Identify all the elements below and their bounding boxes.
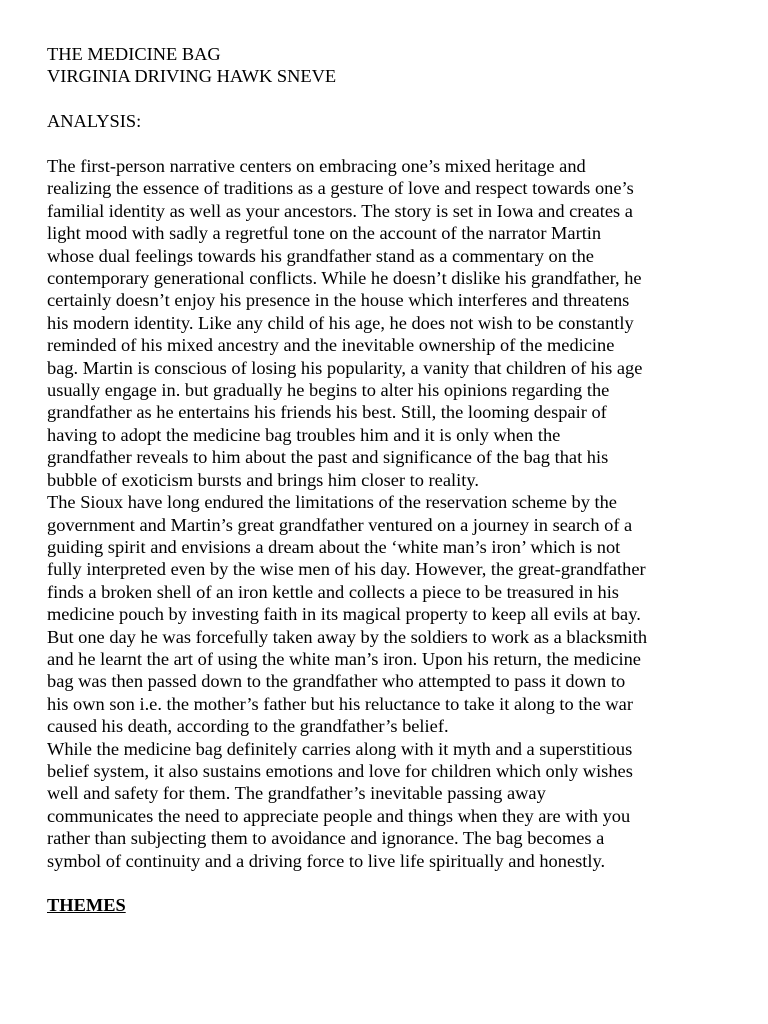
themes-heading: THEMES [47, 895, 126, 916]
paragraph-line: familial identity as well as your ancestors. The story is set in Iowa and creates a [47, 200, 633, 221]
paragraph-line: bag was then passed down to the grandfather who attempted to pass it down to [47, 671, 626, 692]
paragraph-line: bag. Martin is conscious of losing his popularity, a vanity that children of his age [47, 357, 643, 378]
paragraph-line: contemporary generational conflicts. While he doesn’t dislike his grandfather, he [47, 268, 642, 289]
spacer [47, 872, 727, 894]
paragraph-line: fully interpreted even by the wise men of his day. However, the great-grandfather [47, 559, 646, 580]
analysis-paragraph-2 [47, 491, 727, 737]
paragraph-line: finds a broken shell of an iron kettle and collects a piece to be treasured in his [47, 581, 619, 602]
paragraph-line: While the medicine bag definitely carries along with it myth and a superstitious [47, 738, 633, 759]
paragraph-line: light mood with sadly a regretful tone on the account of the narrator Martin [47, 223, 602, 244]
paragraph-line: symbol of continuity and a driving force to live life spiritually and honestly. [47, 850, 606, 871]
paragraph-line: But one day he was forcefully taken away by the soldiers to work as a blacksmith [47, 626, 648, 647]
paragraph-line: bubble of exoticism bursts and brings him closer to reality. [47, 469, 479, 490]
paragraph-line: certainly doesn’t enjoy his presence in the house which interferes and threatens [47, 290, 630, 311]
paragraph-line: medicine pouch by investing faith in its magical property to keep all evils at bay. [47, 604, 641, 625]
paragraph-line: well and safety for them. The grandfather’s inevitable passing away [47, 783, 546, 804]
document-title: THE MEDICINE BAG [47, 44, 221, 64]
document-page [47, 43, 727, 917]
paragraph-line: whose dual feelings towards his grandfather stand as a commentary on the [47, 245, 594, 266]
paragraph-line: grandfather as he entertains his friends his best. Still, the looming despair of [47, 402, 607, 423]
paragraph-line: belief system, it also sustains emotions and love for children which only wishes [47, 760, 633, 781]
paragraph-line: rather than subjecting them to avoidance and ignorance. The bag becomes a [47, 828, 605, 849]
paragraph-line: his modern identity. Like any child of his age, he does not wish to be constantly [47, 312, 634, 333]
paragraph-line: The first-person narrative centers on embracing one’s mixed heritage and [47, 156, 586, 176]
paragraph-line: guiding spirit and envisions a dream about the ‘white man’s iron’ which is not [47, 536, 621, 557]
document-author: VIRGINIA DRIVING HAWK SNEVE [47, 66, 337, 87]
paragraph-line: The Sioux have long endured the limitations of the reservation scheme by the [47, 492, 617, 513]
paragraph-line: realizing the essence of traditions as a gesture of love and respect towards one’s [47, 178, 634, 199]
paragraph-line: caused his death, according to the grandfather’s belief. [47, 716, 449, 737]
analysis-paragraph-1 [47, 155, 727, 491]
spacer [47, 133, 727, 155]
paragraph-line: grandfather reveals to him about the past and significance of the bag that his [47, 447, 609, 468]
paragraph-line: and he learnt the art of using the white man’s iron. Upon his return, the medicine [47, 648, 641, 669]
paragraph-line: his own son i.e. the mother’s father but his reluctance to take it along to the war [47, 693, 633, 714]
section-label-analysis: ANALYSIS: [47, 111, 142, 132]
spacer [47, 88, 727, 110]
paragraph-line: communicates the need to appreciate people and things when they are with you [47, 805, 631, 826]
paragraph-line: usually engage in. but gradually he begins to alter his opinions regarding the [47, 380, 610, 401]
paragraph-line: government and Martin’s great grandfather ventured on a journey in search of a [47, 514, 633, 535]
analysis-paragraph-3 [47, 738, 727, 872]
paragraph-line: having to adopt the medicine bag troubles him and it is only when the [47, 424, 561, 445]
paragraph-line: reminded of his mixed ancestry and the inevitable ownership of the medicine [47, 335, 615, 356]
